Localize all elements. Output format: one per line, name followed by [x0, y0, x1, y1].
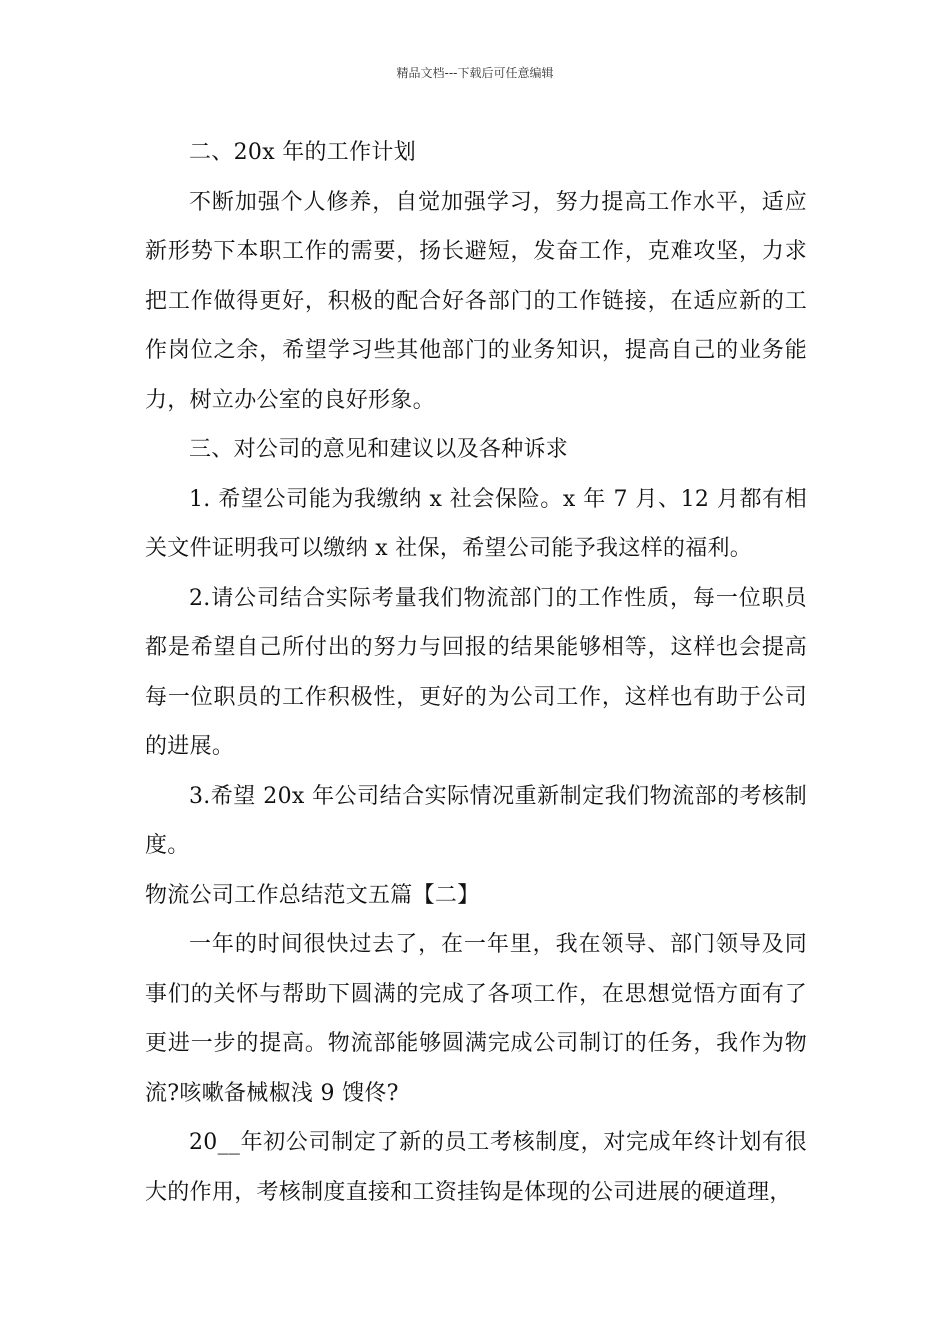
paragraph-suggestion-2: 2.请公司结合实际考量我们物流部门的工作性质，每一位职员都是希望自己所付出的努力与回报的结果能够相等，这样也会提高每一位职员的工作积极性，更好的为公司工作，这样也有助于公司的进展。	[145, 585, 807, 759]
page-header: 精品文档---下载后可任意编辑	[396, 66, 554, 80]
section-heading-suggestions: 三、对公司的意见和建议以及各种诉求	[189, 437, 569, 462]
paragraph-work-plan: 不断加强个人修养，自觉加强学习，努力提高工作水平，适应新形势下本职工作的需要，扬长避短，发奋工作，克难攻坚，力求把工作做得更好，积极的配合好各部门的工作链接，在适应新的工作岗位之余，希望学习些其他部门的业务知识，提高自己的业务能力，树立办公室的良好形象。	[145, 189, 807, 413]
article-title: 物流公司工作总结范文五篇【二】	[145, 882, 480, 908]
document-body	[145, 128, 807, 1217]
paragraph-suggestion-3: 3.希望 20x 年公司结合实际情况重新制定我们物流部的考核制度。	[145, 783, 807, 858]
paragraph-year-review: 一年的时间很快过去了，在一年里，我在领导、部门领导及同事们的关怀与帮助下圆满的完成了各项工作，在思想觉悟方面有了更进一步的提高。物流部能够圆满完成公司制订的任务，我作为物流?咳嗽备械椒浅 9 馊佟?	[145, 932, 807, 1106]
section-heading-work-plan: 二、20x 年的工作计划	[189, 140, 416, 165]
paragraph-assessment-system: 20__年初公司制定了新的员工考核制度，对完成年终计划有很大的作用，考核制度直接和工资挂钩是体现的公司进展的硬道理，	[145, 1130, 807, 1205]
paragraph-suggestion-1: 1. 希望公司能为我缴纳 x 社会保险。x 年 7 月、12 月都有相关文件证明我可以缴纳 x 社保，希望公司能予我这样的福利。	[145, 486, 807, 561]
